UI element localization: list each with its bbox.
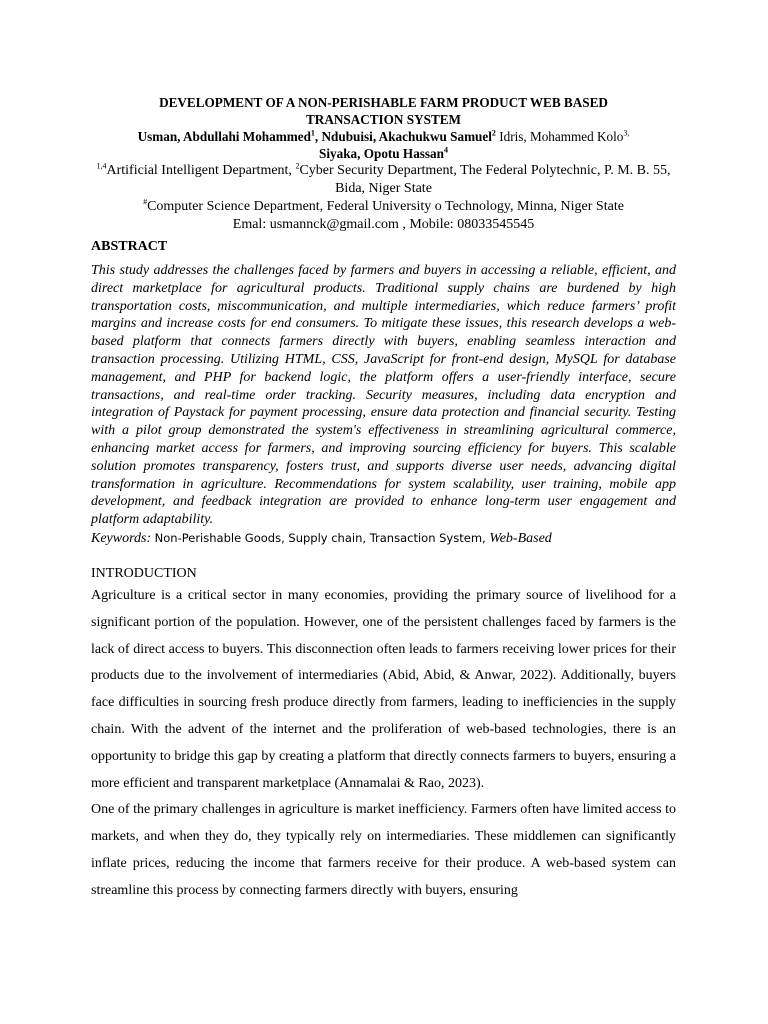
affiliation-1 [91, 162, 676, 198]
keywords-label: Keywords: [91, 530, 155, 546]
affiliation-3-text: Computer Science Department, Federal University o Technology, Minna, Niger State [147, 199, 624, 214]
abstract-heading: ABSTRACT [91, 239, 168, 254]
author-2: Ndubuisi, Akachukwu Samuel [321, 129, 492, 144]
introduction-paragraph-1: Agriculture is a critical sector in many economies, providing the primary source of livelihood for a significant portion of the population. However, one of the persistent challenges faced by farmers is the lack of direct access to buyers. This disconnection often leads to farmers receiving lower prices for their products due to the involvement of intermediaries (Abid, Abid, & Anwar, 2022). Additionally, buyers face difficulties in sourcing fresh produce directly from farmers, leading to inefficiencies in the supply chain. With the advent of the internet and the proliferation of web-based technologies, there is an opportunity to bridge this gap by creating a platform that directly connects farmers to buyers, ensuring a more efficient and transparent marketplace (Annamalai & Rao, 2023). [91, 587, 676, 791]
introduction-heading: INTRODUCTION [91, 565, 197, 581]
keywords-line [91, 529, 676, 548]
keywords-last: Web-Based [489, 530, 552, 546]
author-list [91, 128, 676, 162]
author-4: Siyaka, Opotu Hassan [319, 146, 444, 161]
affiliation-2-text: Cyber Security Department, The Federal Polytechnic, P. M. B. 55, Bida, Niger State [299, 163, 671, 196]
author-1: Usman, Abdullahi Mohammed [137, 129, 311, 144]
author-3-sup: 3, [623, 128, 630, 138]
affiliation-3 [91, 198, 676, 216]
author-3: Idris, Mohammed Kolo [499, 129, 624, 144]
paper-title-line-2: TRANSACTION SYSTEM [306, 111, 461, 127]
abstract-body: This study addresses the challenges faced by farmers and buyers in accessing a reliable, efficient, and direct marketplace for agricultural products. Traditional supply chains are burdened by high transportation costs, miscommunication, and multiple intermediaries, which reduce farmers’ profit margins and increase costs for end consumers. To mitigate these issues, this research develops a web-based platform that connects farmers directly with buyers, enabling seamless interaction and transaction processing. Utilizing HTML, CSS, JavaScript for front-end design, MySQL for database management, and PHP for backend logic, the platform offers a user-friendly interface, secure transactions, and real-time order tracking. Security measures, including data encryption and integration of Paystack for payment processing, ensure data protection and financial security. Testing with a pilot group demonstrated the system's effectiveness in streamlining agricultural commerce, enhancing market access for farmers, and improving sourcing efficiency for buyers. This scalable solution promotes transparency, fosters trust, and supports diverse user needs, advancing digital transformation in agriculture. Recommendations for system scalability, user training, mobile app development, and feedback integration are provided to enhance long-term user engagement and platform adaptability. [91, 263, 676, 528]
author-4-sup: 4 [443, 145, 448, 155]
affiliation-1-sup: 1,4 [96, 161, 107, 171]
affiliation-3-sup: # [143, 197, 148, 207]
affiliation-2-sup: 2 [295, 161, 300, 171]
introduction-paragraph-2: One of the primary challenges in agriculture is market inefficiency. Farmers often have limited access to markets, and when they do, they typically rely on intermediaries. These middlemen can significantly inflate prices, reducing the income that farmers receive for their produce. A web-based system can streamline this process by connecting farmers directly with buyers, ensuring [91, 802, 676, 898]
paper-page [91, 95, 676, 905]
author-1-sup: 1 [310, 128, 315, 138]
contact-line: Emal: usmannck@gmail.com , Mobile: 08033545545 [232, 217, 535, 232]
keywords-list: Non-Perishable Goods, Supply chain, Transaction System, [154, 530, 490, 545]
title-block [91, 95, 676, 128]
author-sep-1: , [314, 129, 322, 144]
author-2-sup: 2 [491, 128, 496, 138]
affiliation-1-text: Artificial Intelligent Department, [106, 163, 296, 178]
paper-title-line-1: DEVELOPMENT OF A NON-PERISHABLE FARM PRODUCT WEB BASED [159, 95, 608, 110]
